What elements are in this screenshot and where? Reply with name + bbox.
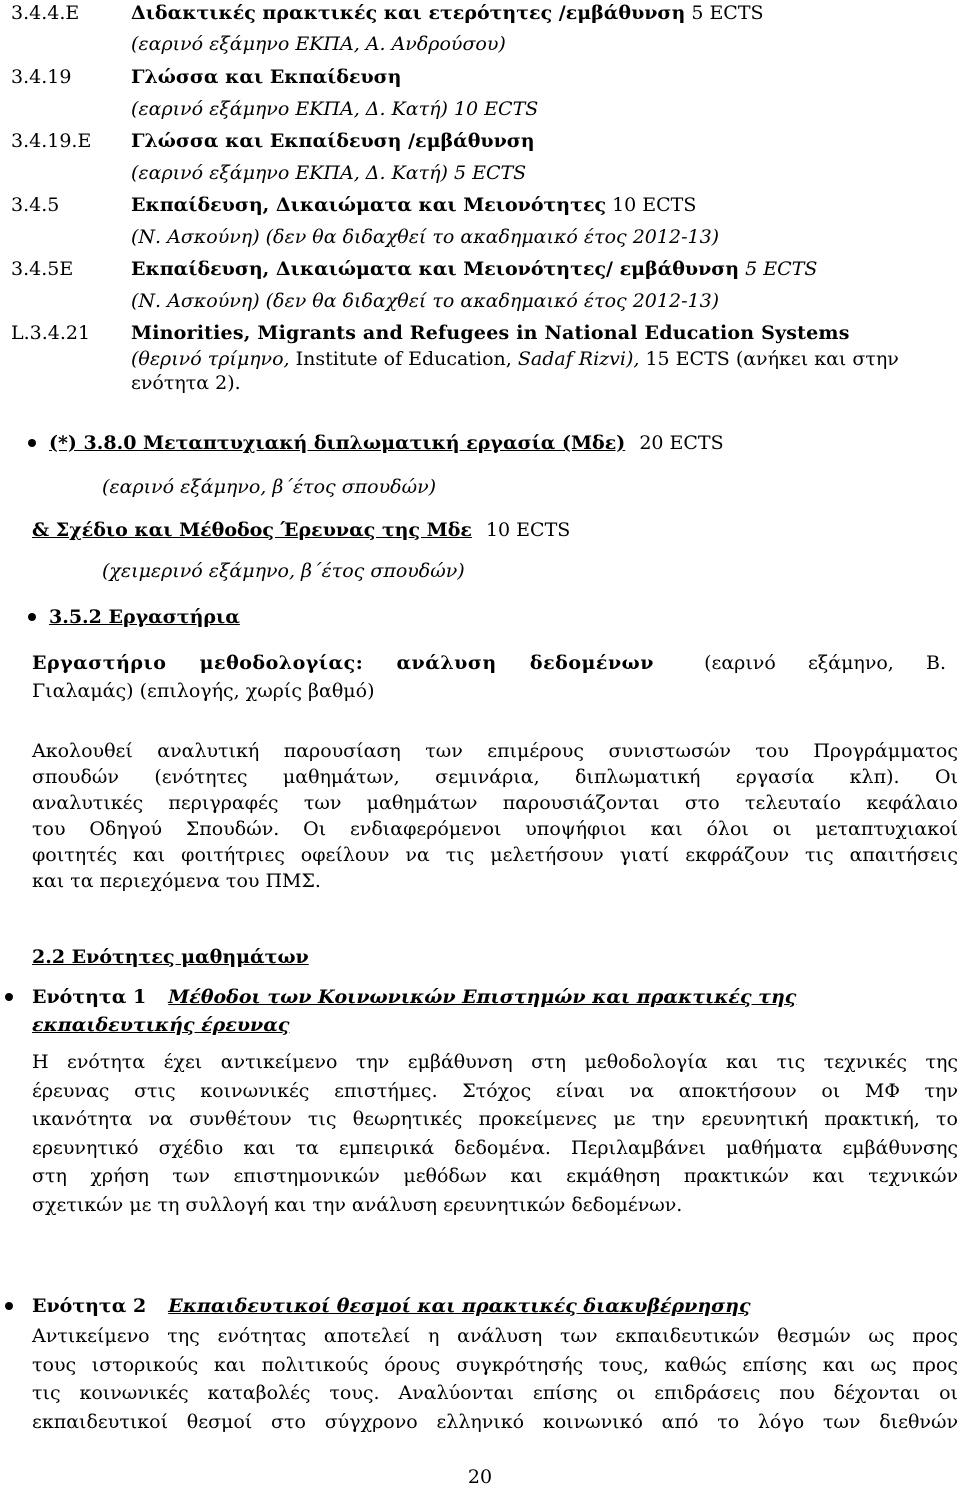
course-title-row bbox=[131, 192, 696, 218]
course-title: Minorities, Migrants and Refugees in National Education Systems bbox=[131, 322, 850, 344]
unit-title-line2: εκπαιδευτικής έρευνας bbox=[32, 1014, 290, 1036]
course-note-teacher: Sadaf Rizvi), bbox=[517, 348, 640, 370]
course-title-row bbox=[131, 256, 817, 282]
paragraph-line: ικανότητα να συνθέτουν τις θεωρητικές προκείμενες με την ερευνητική πρακτική, το bbox=[32, 1108, 958, 1130]
thesis-semester: (εαρινό εξάμηνο, β΄έτος σπουδών) bbox=[102, 476, 437, 498]
paragraph-line: του Οδηγού Σπουδών. Οι ενδιαφερόμενοι υποψήφιοι και όλοι οι μεταπτυχιακοί bbox=[32, 818, 958, 840]
course-note: (εαρινό εξάμηνο ΕΚΠΑ, Δ. Κατή) 5 ECTS bbox=[131, 162, 527, 184]
course-title-row bbox=[131, 0, 764, 26]
unit-title: Μέθοδοι των Κοινωνικών Επιστημών και πρακτικές της bbox=[168, 986, 797, 1008]
paragraph-line: Η ενότητα έχει αντικείμενο την εμβάθυνση στη μεθοδολογία και τις τεχνικές της bbox=[32, 1051, 958, 1073]
course-note-term: (θερινό τρίμηνο, bbox=[131, 348, 290, 370]
page-number: 20 bbox=[467, 1466, 493, 1488]
course-note: (εαρινό εξάμηνο ΕΚΠΑ, Α. Ανδρούσου) bbox=[131, 33, 506, 55]
course-note: (Ν. Ασκούνη) (δεν θα διδαχθεί το ακαδημαικό έτος 2012-13) bbox=[131, 226, 720, 248]
course-code: 3.4.4.Ε bbox=[11, 2, 80, 24]
course-note-institute: Institute of Education, bbox=[289, 348, 518, 370]
unit-body bbox=[32, 1048, 958, 1219]
thesis-ects: 20 ECTS bbox=[639, 432, 724, 454]
course-title: Γλώσσα και Εκπαίδευση /εμβάθυνση bbox=[131, 130, 535, 152]
paragraph-line: Ακολουθεί αναλυτική παρουσίαση των επιμέρους συνιστωσών του Προγράμματος bbox=[32, 740, 958, 762]
course-code: 3.4.5 bbox=[11, 194, 60, 216]
unit-body bbox=[32, 1322, 958, 1436]
course-code: 3.4.5Ε bbox=[11, 258, 74, 280]
section-heading: 2.2 Ενότητες μαθημάτων bbox=[32, 946, 309, 968]
course-title: Εκπαίδευση, Δικαιώματα και Μειονότητες/ εμβάθυνση bbox=[131, 258, 740, 280]
course-title: Γλώσσα και Εκπαίδευση bbox=[131, 66, 402, 88]
paragraph-line: ερευνητικό σχέδιο και τα εμπειρικά δεδομένα. Περιλαμβάνει μαθήματα εμβάθυνσης bbox=[32, 1136, 958, 1159]
unit-label: Ενότητα 1 bbox=[32, 986, 147, 1008]
thesis-heading: (*) 3.8.0 Μεταπτυχιακή διπλωματική εργασία (Μδε) bbox=[49, 432, 626, 454]
paragraph-line: σπουδών (ενότητες μαθημάτων, σεμινάρια, διπλωματική εργασία κλπ). Οι bbox=[32, 766, 958, 788]
paragraph-line: τις κοινωνικές καταβολές τους. Αναλύονται επίσης οι επιδράσεις που δέχονται οι bbox=[32, 1382, 958, 1404]
bullet-icon bbox=[28, 439, 36, 447]
course-note bbox=[131, 346, 899, 372]
plan-heading-row bbox=[32, 517, 570, 543]
plan-semester: (χειμερινό εξάμηνο, β΄έτος σπουδών) bbox=[102, 560, 465, 582]
paragraph-line: στη χρήση των επιστημονικών μεθόδων και εκμάθηση πρακτικών και τεχνικών bbox=[32, 1165, 958, 1187]
bullet-icon bbox=[5, 1302, 13, 1310]
course-title: Διδακτικές πρακτικές και ετερότητες /εμβάθυνση bbox=[131, 2, 686, 24]
workshops-heading: 3.5.2 Εργαστήρια bbox=[49, 606, 240, 628]
course-ects: 5 ECTS bbox=[691, 2, 764, 24]
course-note: (Ν. Ασκούνη) (δεν θα διδαχθεί το ακαδημαικό έτος 2012-13) bbox=[131, 290, 720, 312]
course-title: Εκπαίδευση, Δικαιώματα και Μειονότητες bbox=[131, 194, 607, 216]
workshop-details-line2: Γιαλαμάς) (επιλογής, χωρίς βαθμό) bbox=[32, 680, 375, 702]
paragraph-line: έρευνας στις κοινωνικές επιστήμες. Στόχος είναι να αποκτήσουν οι ΜΦ την bbox=[32, 1079, 958, 1102]
paragraph-line: σχετικών με τη συλλογή και την ανάλυση ερευνητικών δεδομένων. bbox=[32, 1193, 683, 1216]
course-code: 3.4.19 bbox=[11, 66, 72, 88]
unit-heading bbox=[32, 984, 796, 1010]
bullet-icon bbox=[5, 993, 13, 1001]
course-code: 3.4.19.Ε bbox=[11, 130, 92, 152]
thesis-heading-row bbox=[49, 430, 724, 456]
paragraph-line: Αντικείμενο της ενότητας αποτελεί η ανάλυση των εκπαιδευτικών θεσμών ως προς bbox=[32, 1325, 958, 1347]
course-ects: 5 ECTS bbox=[745, 258, 818, 280]
workshop-line bbox=[32, 650, 946, 676]
unit-label: Ενότητα 2 bbox=[32, 1295, 147, 1317]
unit-title: Εκπαιδευτικοί θεσμοί και πρακτικές διακυβέρνησης bbox=[168, 1295, 751, 1317]
course-note-rest: 15 ECTS (ανήκει και στην bbox=[639, 348, 899, 370]
paragraph-line: φοιτητές και φοιτήτριες οφείλουν να τις μελετήσουν γιατί εκφράζουν τις απαιτήσεις bbox=[32, 844, 958, 866]
course-note-line2: ενότητα 2). bbox=[131, 372, 241, 394]
paragraph-line: εκπαιδευτικοί θεσμοί στο σύγχρονο ελληνικό κοινωνικό από το λόγο των διεθνών bbox=[32, 1410, 958, 1433]
intro-paragraph bbox=[32, 738, 958, 894]
plan-heading: & Σχέδιο και Μέθοδος Έρευνας της Μδε bbox=[32, 519, 472, 541]
course-note: (εαρινό εξάμηνο ΕΚΠΑ, Δ. Κατή) 10 ECTS bbox=[131, 98, 539, 120]
course-code: L.3.4.21 bbox=[11, 322, 91, 344]
paragraph-line: και τα περιεχόμενα του ΠΜΣ. bbox=[32, 870, 321, 892]
paragraph-line: τους ιστορικούς και πολιτικούς όρους συγκρότησής τους, καθώς επίσης και ως προς bbox=[32, 1353, 958, 1376]
bullet-icon bbox=[28, 613, 36, 621]
course-ects: 10 ECTS bbox=[612, 194, 697, 216]
paragraph-line: αναλυτικές περιγραφές των μαθημάτων παρουσιάζονται στο τελευταίο κεφάλαιο bbox=[32, 792, 958, 814]
plan-ects: 10 ECTS bbox=[485, 519, 571, 541]
workshop-details: (εαρινό εξάμηνο, Β. bbox=[704, 652, 947, 674]
workshop-title: Εργαστήριο μεθοδολογίας: ανάλυση δεδομένων bbox=[32, 652, 654, 674]
unit-heading bbox=[32, 1293, 751, 1319]
